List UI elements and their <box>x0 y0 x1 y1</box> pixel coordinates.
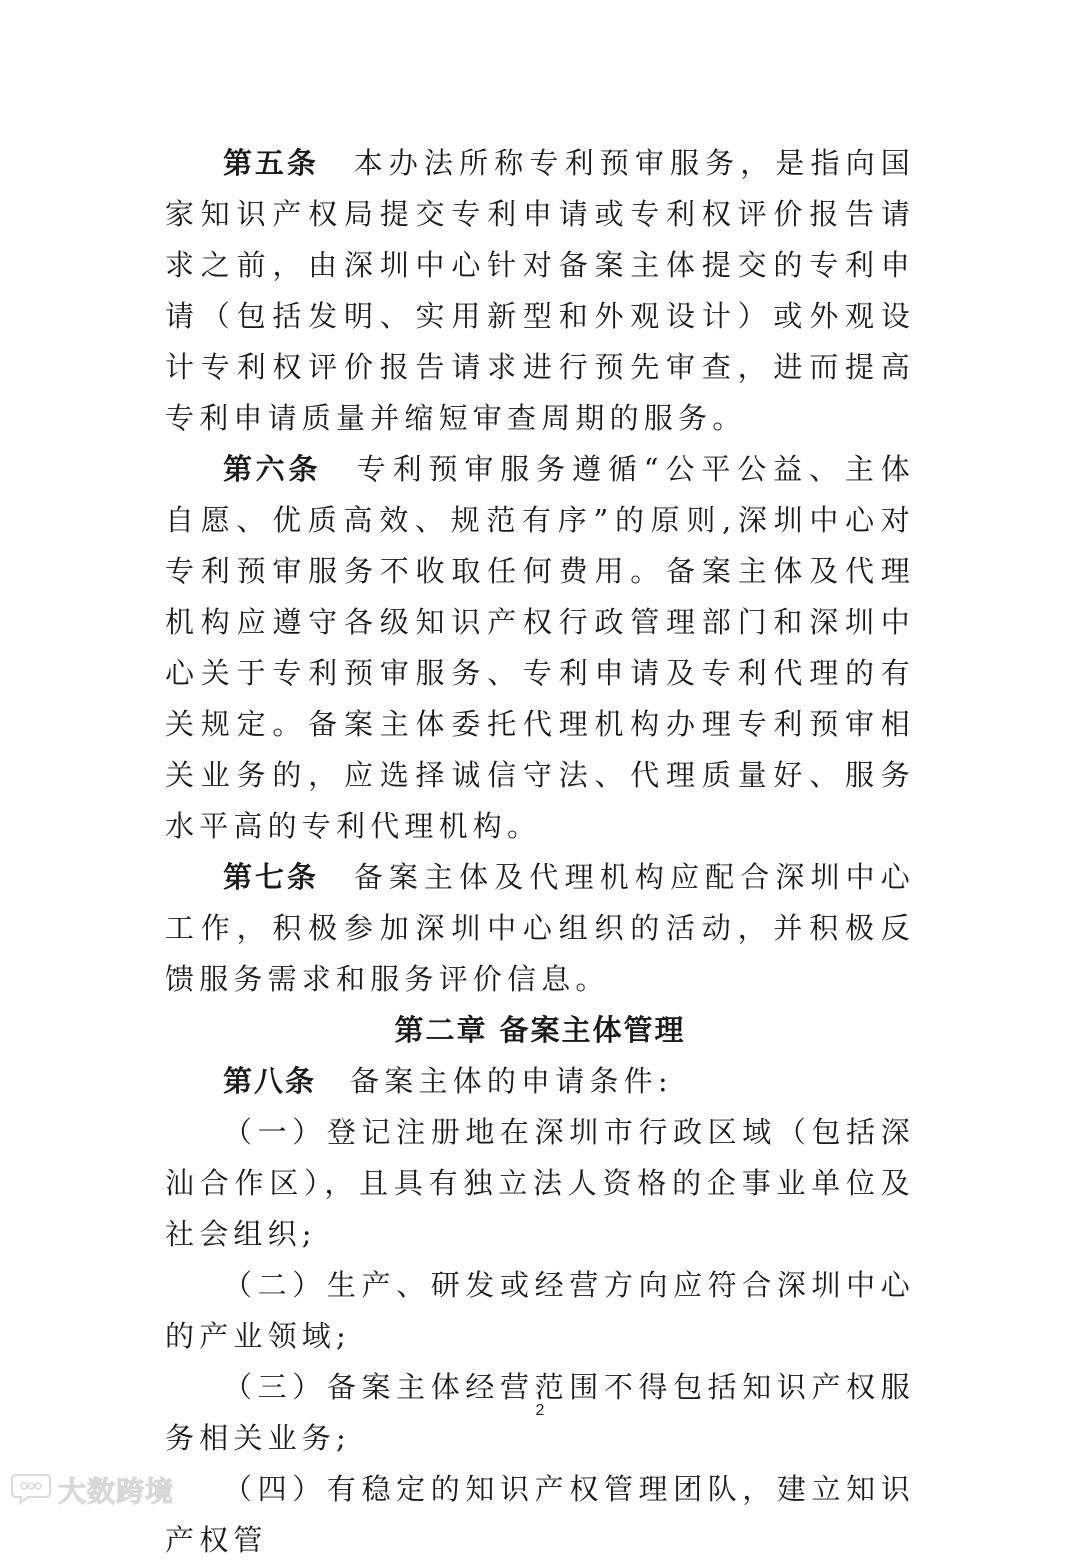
article-number: 第五条 <box>223 146 319 180</box>
article-6 <box>165 444 915 852</box>
article-text: 备案主体及代理机构应配合深圳中心工作，积极参加深圳中心组织的活动，并积极反馈服务需求和服务评价信息。 <box>165 860 915 996</box>
article-number: 第八条 <box>223 1064 317 1098</box>
chat-bubble-logo-icon <box>10 1471 52 1509</box>
article-number: 第七条 <box>223 860 319 894</box>
condition-item: （二）生产、研发或经营方向应符合深圳中心的产业领域; <box>165 1268 915 1353</box>
watermark <box>10 1470 174 1510</box>
article-7 <box>165 852 915 1005</box>
condition-item: （一）登记注册地在深圳市行政区域（包括深汕合作区），且具有独立法人资格的企事业单位及社会组织; <box>165 1115 915 1251</box>
watermark-text: 大数跨境 <box>58 1475 175 1508</box>
article-text: 专利预审服务遵循“公平公益、主体自愿、优质高效、规范有序”的原则,深圳中心对专利预审服务不收取任何费用。备案主体及代理机构应遵守各级知识产权行政管理部门和深圳中心关于专利预审服务、专利申请及专利代理的有关规定。备案主体委托代理机构办理专利预审相关业务的，应选择诚信守法、代理质量好、服务水平高的专利代理机构。 <box>165 452 915 843</box>
article-8 <box>165 1056 915 1107</box>
page-number: 2 <box>535 1402 545 1419</box>
condition-item: （三）备案主体经营范围不得包括知识产权服务相关业务; <box>165 1370 915 1455</box>
article-text: 本办法所称专利预审服务，是指向国家知识产权局提交专利申请或专利权评价报告请求之前，由深圳中心针对备案主体提交的专利申请（包括发明、实用新型和外观设计）或外观设计专利权评价报告请求进行预先审查，进而提高专利申请质量并缩短审查周期的服务。 <box>165 146 915 435</box>
document-body <box>165 138 915 1566</box>
condition-item: （四）有稳定的知识产权管理团队，建立知识产权管 <box>165 1472 915 1557</box>
article-number: 第六条 <box>223 452 322 486</box>
article-5 <box>165 138 915 444</box>
chapter-heading: 第二章 备案主体管理 <box>394 1013 686 1047</box>
article-text: 备案主体的申请条件: <box>350 1064 673 1098</box>
